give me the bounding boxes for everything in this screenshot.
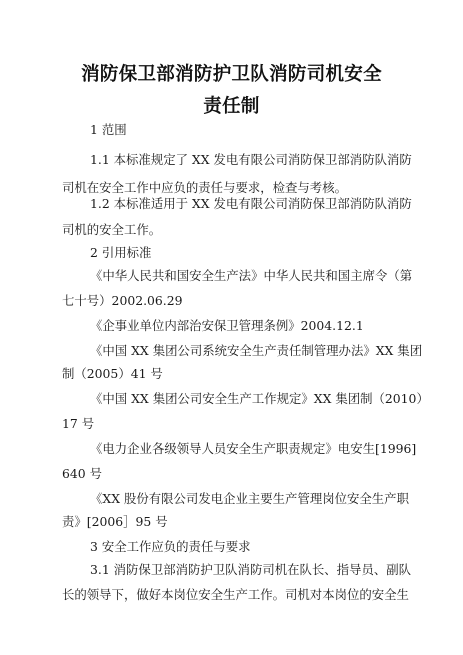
paragraph-1-2-line-2: 司机的安全工作。 (62, 222, 162, 237)
reference-3-line-1: 《中国 XX 集团公司系统安全生产责任制管理办法》XX 集团 (90, 343, 423, 358)
reference-6-line-1: 《XX 股份有限公司发电企业主要生产管理岗位安全生产职 (90, 491, 409, 506)
paragraph-1-1-line-2: 司机在安全工作中应负的责任与要求，检查与考核。 (62, 180, 347, 195)
document-title-line-2: 责任制 (203, 96, 260, 117)
paragraph-3-1-line-1: 3.1 消防保卫部消防护卫队消防司机在队长、指导员、副队 (90, 562, 412, 577)
section-heading-references: 2 引用标准 (90, 245, 152, 260)
reference-5-line-1: 《电力企业各级领导人员安全生产职责规定》电安生[1996] (90, 441, 417, 456)
section-heading-scope: 1 范围 (90, 122, 127, 137)
reference-2: 《企事业单位内部治安保卫管理条例》2004.12.1 (90, 318, 364, 333)
reference-5-line-2: 640 号 (62, 466, 102, 481)
reference-4-line-2: 17 号 (62, 416, 95, 431)
reference-3-line-2: 制（2005）41 号 (62, 366, 163, 381)
document-title-line-1: 消防保卫部消防护卫队消防司机安全 (81, 64, 382, 85)
section-heading-responsibilities: 3 安全工作应负的责任与要求 (90, 539, 251, 554)
paragraph-1-1-line-1: 1.1 本标准规定了 XX 发电有限公司消防保卫部消防队消防 (90, 152, 412, 167)
reference-4-line-1: 《中国 XX 集团公司安全生产工作规定》XX 集团制（2010） (90, 391, 429, 406)
reference-6-line-2: 责》[2006］95 号 (62, 514, 168, 529)
paragraph-3-1-line-2: 长的领导下，做好本岗位安全生产工作。司机对本岗位的安全生 (62, 587, 409, 602)
reference-1-line-2: 七十号）2002.06.29 (62, 293, 183, 308)
reference-1-line-1: 《中华人民共和国安全生产法》中华人民共和国主席令（第 (90, 268, 413, 283)
paragraph-1-2-line-1: 1.2 本标准适用于 XX 发电有限公司消防保卫部消防队消防 (90, 196, 412, 211)
